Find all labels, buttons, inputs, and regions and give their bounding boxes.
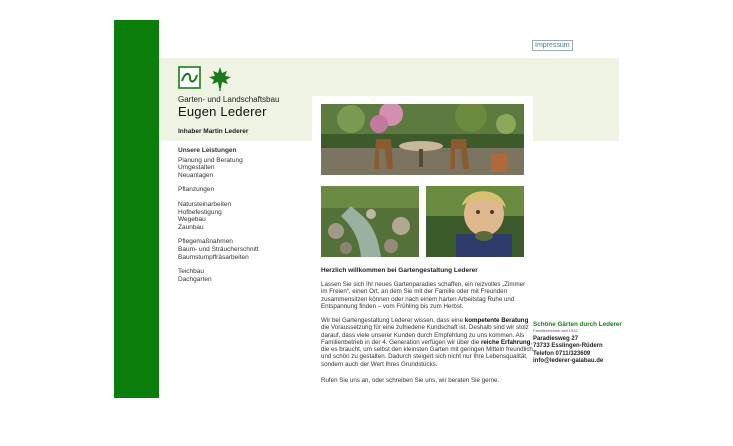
nav-item-baumstumpf[interactable]: Baumstumpffräsarbeiten <box>178 253 249 261</box>
about-highlight-erfahrung: reiche Erfahrung <box>480 338 531 346</box>
maple-leaf-icon <box>209 67 231 91</box>
services-heading: Unsere Leistungen <box>178 147 237 154</box>
about-text-2: die Voraussetzung für eine zufriedene Kundschaft ist. Deshalb sind wir stolz darauf, dass viele unserer Kunden durch Empfehlung zu uns kommen. Als Familienbetrieb in der 4. Generation verfügen wir über die <box>321 324 529 346</box>
company-name: Eugen Lederer <box>178 104 267 119</box>
contact-city: 73733 Esslingen-Rüdern <box>533 343 603 350</box>
contact-title: Schöne Gärten durch Lederer <box>533 321 622 328</box>
child-with-frog-photo <box>426 186 524 257</box>
nav-item-baumschnitt[interactable]: Baum- und Sträucherschnitt <box>178 245 259 253</box>
contact-subtitle: Familienbetrieb seit 1932 <box>533 328 578 334</box>
intro-paragraph: Lassen Sie sich Ihr neues Gartenparadies schaffen, ein reizvolles „Zimmer im Freien“, einen Ort, an dem Sie mit der Familie oder mit Freunden zusammensitzen können oder nach einem harten Arbeitstag Ruhe und Entspannung finden – vom Frühling bis zum Herbst. <box>321 281 526 310</box>
nav-gap <box>178 231 259 238</box>
garden-stream-photo <box>321 186 419 257</box>
nav-item-wegebau[interactable]: Wegebau <box>178 216 206 224</box>
nav-gap <box>178 261 259 268</box>
nav-gap <box>178 179 259 186</box>
contact-phone: Telefon 0711/323609 <box>533 350 591 357</box>
company-logo <box>178 66 234 92</box>
nav-item-dachgarten[interactable]: Dachgarten <box>178 275 212 283</box>
impressum-link[interactable]: Impressum <box>532 40 573 51</box>
about-highlight-beratung: kompetente Beratung <box>464 317 529 324</box>
contact-block <box>533 321 622 365</box>
garden-terrace-photo <box>321 104 524 175</box>
nav-item-neuanlagen[interactable]: Neuanlagen <box>178 171 214 179</box>
nav-item-hofbefestigung[interactable]: Hofbefestigung <box>178 208 222 216</box>
about-text-1: Wir bei Gartengestaltung Lederer wissen, dass eine <box>321 317 465 324</box>
welcome-heading: Herzlich willkommen bei Gartengestaltung Lederer <box>321 267 478 274</box>
owner-line: Inhaber Martin Lederer <box>178 128 249 135</box>
services-nav <box>178 147 259 283</box>
nav-item-teichbau[interactable]: Teichbau <box>178 268 205 276</box>
call-to-action: Rufen Sie uns an, oder schreiben Sie uns, wir beraten Sie gerne. <box>321 377 500 384</box>
nav-item-umgestalten[interactable]: Umgestalten <box>178 164 215 172</box>
nav-item-pflanzungen[interactable]: Pflanzungen <box>178 186 215 194</box>
contact-street: Paradiesweg 27 <box>533 336 579 343</box>
nav-gap <box>178 194 259 201</box>
company-subtitle: Garten- und Landschaftsbau <box>178 95 280 104</box>
about-paragraph <box>321 317 533 368</box>
left-green-bar <box>114 20 159 398</box>
about-text-3: , die es braucht, um selbst den kleinsten Garten mit geringen Mitteln freundlich und schön zu gestalten. Dadurch steigert sich nicht nur Ihre Lebensqualität, sondern auch der Wert Ihres Grundstücks. <box>321 338 533 368</box>
contact-email[interactable]: info@lederer-galabau.de <box>533 357 604 364</box>
nav-item-pflegemassnahmen[interactable]: Pflegemaßnahmen <box>178 238 233 246</box>
nav-item-natursteinarbeiten[interactable]: Natursteinarbeiten <box>178 200 232 208</box>
nav-item-zaunbau[interactable]: Zaunbau <box>178 223 204 231</box>
sun-swirl-icon <box>179 67 200 88</box>
nav-item-planung[interactable]: Planung und Beratung <box>178 156 243 164</box>
